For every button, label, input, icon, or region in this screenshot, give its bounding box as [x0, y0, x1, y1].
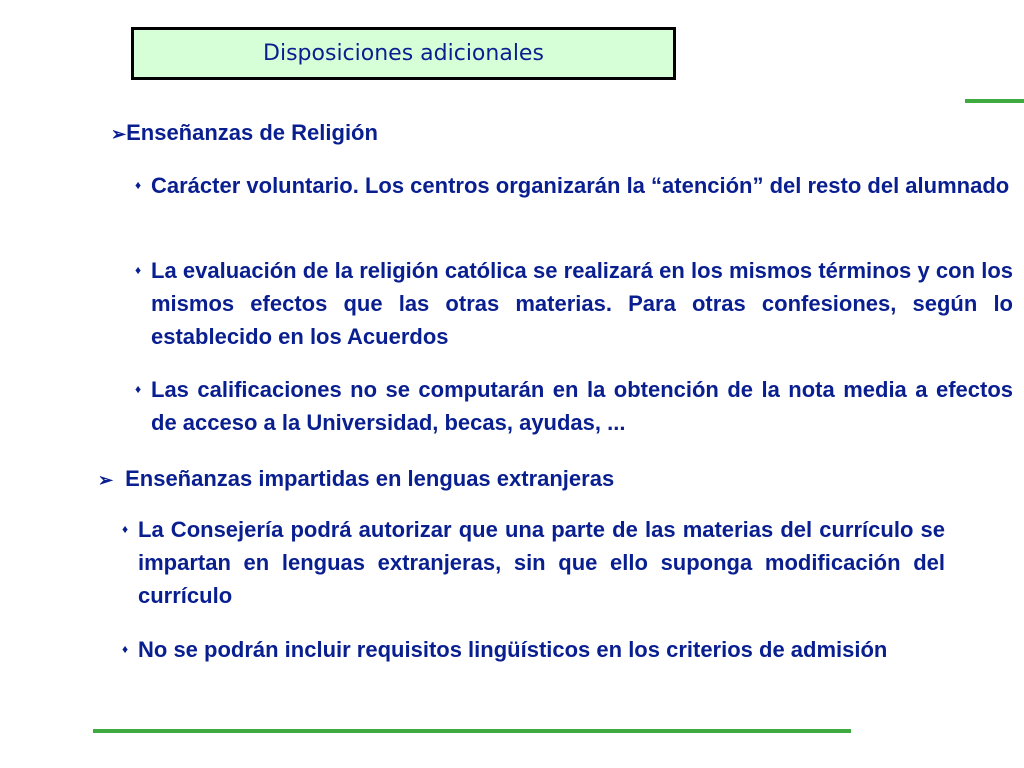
- list-item-text: La evaluación de la religión católica se realizará en los mismos términos y con los mismos efectos que las otras materias. Para otras confesiones, según lo establecido en los Acuerdos: [151, 258, 1013, 349]
- list-item-text: No se podrán incluir requisitos lingüísticos en los criterios de admisión: [138, 637, 888, 662]
- diamond-bullet-icon: ♦: [135, 178, 142, 192]
- list-item-text: Carácter voluntario. Los centros organizarán la “atención” del resto del alumnado: [151, 173, 1010, 198]
- list-item: [135, 373, 1013, 439]
- list-item: [135, 254, 1013, 353]
- list-item: [122, 633, 945, 666]
- list-item: [135, 169, 1013, 202]
- list-item-text: Las calificaciones no se computarán en la obtención de la nota media a efectos de acceso a la Universidad, becas, ayudas, ...: [151, 377, 1013, 435]
- section-heading-label: Enseñanzas de Religión: [126, 120, 378, 145]
- diamond-bullet-icon: ♦: [122, 522, 129, 536]
- section-heading-religion: [111, 120, 378, 146]
- diamond-bullet-icon: ♦: [135, 263, 142, 277]
- diamond-bullet-icon: ♦: [135, 382, 142, 396]
- title-box: [131, 27, 676, 80]
- arrow-bullet-icon: ➢: [98, 470, 114, 490]
- section-heading-label: Enseñanzas impartidas en lenguas extranjeras: [125, 466, 615, 491]
- diamond-bullet-icon: ♦: [122, 642, 129, 656]
- section-heading-foreign-languages: [98, 466, 614, 492]
- arrow-bullet-icon: ➢: [111, 124, 127, 144]
- page-title: Disposiciones adicionales: [263, 41, 544, 66]
- list-item-text: La Consejería podrá autorizar que una parte de las materias del currículo se impartan en lenguas extranjeras, sin que ello suponga modificación del currículo: [138, 517, 945, 608]
- bottom-divider: [93, 729, 851, 733]
- list-item: [122, 513, 945, 612]
- top-divider: [965, 99, 1024, 103]
